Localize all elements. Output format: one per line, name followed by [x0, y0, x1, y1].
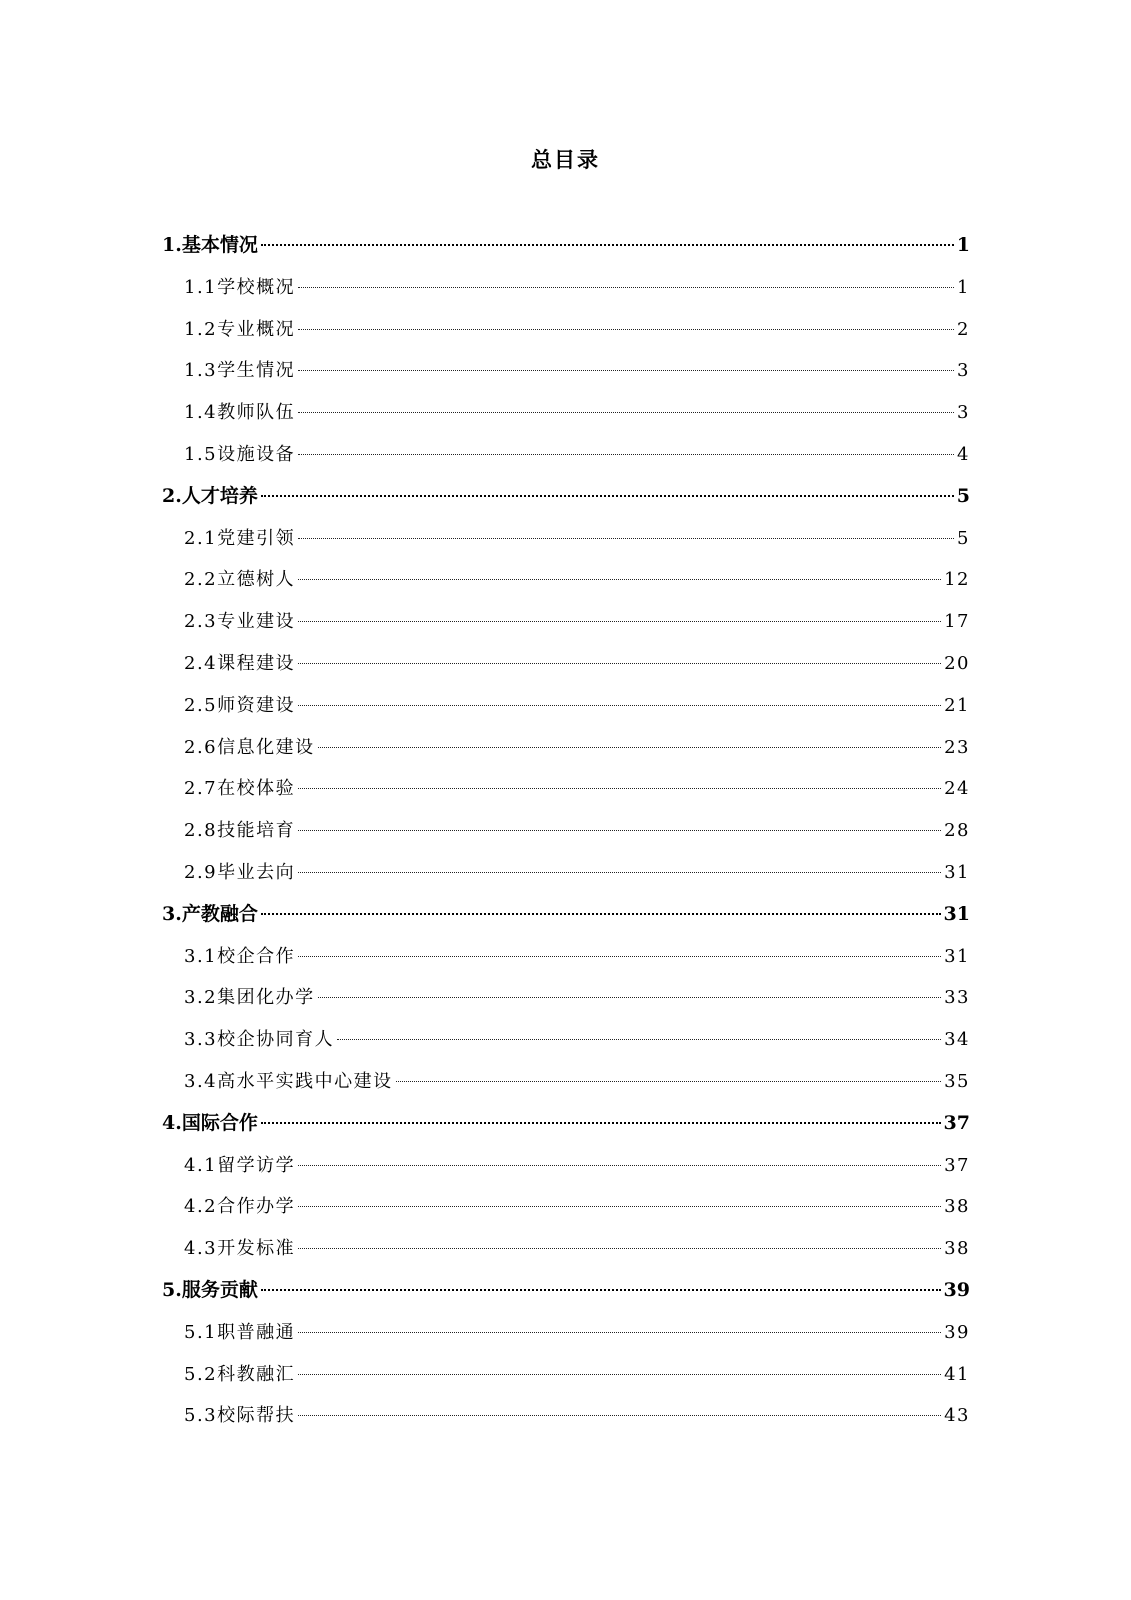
- toc-entry-label: 2.1党建引领: [184, 527, 296, 549]
- toc-subsection-entry[interactable]: [162, 601, 970, 643]
- toc-section-entry[interactable]: [162, 894, 970, 936]
- toc-entry-label: 2.6信息化建设: [184, 736, 315, 758]
- toc-dot-leader: [261, 495, 954, 497]
- toc-dot-leader: [261, 1289, 941, 1291]
- toc-entry-label: 3.产教融合: [162, 902, 258, 925]
- toc-dot-leader: [298, 1248, 941, 1249]
- toc-dot-leader: [396, 1081, 941, 1082]
- toc-entry-label: 2.4课程建设: [184, 652, 296, 674]
- toc-page-number: 31: [943, 902, 970, 925]
- toc-page-number: 20: [944, 652, 970, 674]
- toc-page-number: 1: [957, 276, 970, 298]
- toc-subsection-entry[interactable]: [162, 768, 970, 810]
- toc-page-number: 21: [944, 694, 970, 716]
- toc-subsection-entry[interactable]: [162, 852, 970, 894]
- toc-page-number: 5: [957, 527, 970, 549]
- toc-dot-leader: [298, 788, 941, 789]
- toc-dot-leader: [298, 287, 954, 288]
- toc-page-number: 38: [944, 1196, 970, 1218]
- toc-dot-leader: [298, 370, 954, 371]
- toc-dot-leader: [298, 1165, 941, 1166]
- toc-page-number: 4: [957, 443, 970, 465]
- toc-subsection-entry[interactable]: [162, 434, 970, 476]
- toc-entry-label: 1.1学校概况: [184, 276, 296, 298]
- toc-dot-leader: [298, 1415, 941, 1416]
- toc-entry-label: 2.人才培养: [162, 484, 258, 507]
- toc-page-number: 24: [944, 778, 970, 800]
- toc-page-number: 31: [944, 945, 970, 967]
- toc-subsection-entry[interactable]: [162, 1354, 970, 1396]
- toc-page-number: 43: [944, 1405, 970, 1427]
- toc-dot-leader: [318, 747, 941, 748]
- toc-entry-label: 1.基本情况: [162, 234, 258, 256]
- toc-entry-label: 4.3开发标准: [184, 1238, 296, 1260]
- toc-entry-label: 5.1职普融通: [184, 1321, 296, 1343]
- toc-dot-leader: [298, 830, 941, 831]
- toc-dot-leader: [298, 454, 954, 455]
- toc-page-number: 5: [956, 484, 970, 507]
- toc-dot-leader: [298, 621, 941, 622]
- toc-dot-leader: [261, 244, 954, 246]
- toc-dot-leader: [298, 872, 941, 873]
- toc-subsection-entry[interactable]: [162, 392, 970, 434]
- toc-subsection-entry[interactable]: [162, 643, 970, 685]
- toc-page-number: 1: [956, 234, 970, 256]
- toc-entry-label: 5.3校际帮扶: [184, 1405, 296, 1427]
- toc-dot-leader: [298, 663, 941, 664]
- toc-page-number: 34: [944, 1029, 970, 1051]
- toc-page-number: 37: [943, 1111, 970, 1134]
- toc-entry-label: 4.国际合作: [162, 1111, 258, 1134]
- toc-subsection-entry[interactable]: [162, 518, 970, 560]
- toc-page-number: 2: [957, 318, 970, 340]
- toc-page-number: 33: [944, 987, 970, 1009]
- toc-page-number: 17: [944, 611, 970, 633]
- toc-dot-leader: [318, 997, 941, 998]
- toc-entry-label: 2.2立德树人: [184, 569, 296, 591]
- toc-page-number: 38: [944, 1238, 970, 1260]
- toc-page-number: 12: [944, 569, 970, 591]
- toc-section-entry[interactable]: [162, 476, 970, 518]
- toc-subsection-entry[interactable]: [162, 1186, 970, 1228]
- toc-page-number: 37: [944, 1154, 970, 1176]
- toc-dot-leader: [261, 913, 941, 915]
- toc-dot-leader: [298, 1332, 941, 1333]
- toc-subsection-entry[interactable]: [162, 1145, 970, 1187]
- toc-page-number: 35: [944, 1070, 970, 1092]
- toc-section-entry[interactable]: [162, 1103, 970, 1145]
- toc-subsection-entry[interactable]: [162, 350, 970, 392]
- toc-entry-label: 2.5师资建设: [184, 694, 296, 716]
- toc-entry-label: 1.2专业概况: [184, 318, 296, 340]
- toc-subsection-entry[interactable]: [162, 1312, 970, 1354]
- toc-entry-label: 2.8技能培育: [184, 820, 296, 842]
- toc-entry-label: 5.服务贡献: [162, 1278, 258, 1301]
- toc-page-number: 39: [944, 1321, 970, 1343]
- toc-entry-label: 3.4高水平实践中心建设: [184, 1070, 393, 1092]
- toc-dot-leader: [298, 1374, 941, 1375]
- toc-entry-label: 1.5设施设备: [184, 443, 296, 465]
- toc-subsection-entry[interactable]: [162, 685, 970, 727]
- toc-entry-label: 2.7在校体验: [184, 778, 296, 800]
- toc-dot-leader: [298, 579, 941, 580]
- toc-dot-leader: [261, 1122, 941, 1124]
- toc-entry-label: 1.4教师队伍: [184, 402, 296, 424]
- toc-entry-label: 3.3校企协同育人: [184, 1029, 335, 1051]
- toc-page-number: 39: [943, 1278, 970, 1301]
- toc-entry-label: 4.1留学访学: [184, 1154, 296, 1176]
- toc-subsection-entry[interactable]: [162, 1061, 970, 1103]
- toc-dot-leader: [298, 705, 941, 706]
- toc-entry-label: 3.2集团化办学: [184, 987, 315, 1009]
- toc-subsection-entry[interactable]: [162, 727, 970, 769]
- toc-entry-label: 4.2合作办学: [184, 1196, 296, 1218]
- toc-subsection-entry[interactable]: [162, 559, 970, 601]
- toc-dot-leader: [298, 329, 954, 330]
- toc-dot-leader: [298, 1206, 941, 1207]
- toc-dot-leader: [298, 538, 954, 539]
- toc-subsection-entry[interactable]: [162, 267, 970, 309]
- table-of-contents: [162, 225, 970, 1437]
- toc-dot-leader: [337, 1039, 941, 1040]
- toc-entry-label: 5.2科教融汇: [184, 1363, 296, 1385]
- toc-dot-leader: [298, 412, 954, 413]
- toc-entry-label: 2.3专业建设: [184, 611, 296, 633]
- toc-page-number: 23: [944, 736, 970, 758]
- toc-page-number: 31: [944, 861, 970, 883]
- toc-page-number: 3: [957, 360, 970, 382]
- toc-subsection-entry[interactable]: [162, 977, 970, 1019]
- toc-subsection-entry[interactable]: [162, 1228, 970, 1270]
- toc-subsection-entry[interactable]: [162, 1019, 970, 1061]
- toc-entry-label: 1.3学生情况: [184, 360, 296, 382]
- toc-entry-label: 3.1校企合作: [184, 945, 296, 967]
- toc-subsection-entry[interactable]: [162, 810, 970, 852]
- toc-dot-leader: [298, 956, 941, 957]
- toc-section-entry[interactable]: [162, 1270, 970, 1312]
- page-title: 总目录: [531, 147, 600, 172]
- toc-entry-label: 2.9毕业去向: [184, 861, 296, 883]
- toc-section-entry[interactable]: [162, 225, 970, 267]
- toc-page-number: 3: [957, 402, 970, 424]
- toc-subsection-entry[interactable]: [162, 309, 970, 351]
- toc-subsection-entry[interactable]: [162, 936, 970, 978]
- toc-subsection-entry[interactable]: [162, 1395, 970, 1437]
- toc-page-number: 41: [944, 1363, 970, 1385]
- toc-page-number: 28: [944, 820, 970, 842]
